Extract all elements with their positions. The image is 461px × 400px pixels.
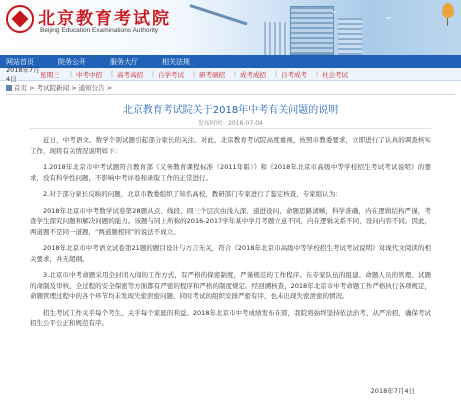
- current-date: 2018年7月4日: [6, 66, 40, 83]
- nav-item-service[interactable]: 服务大厅: [110, 57, 138, 66]
- subnav-item-gaokao[interactable]: 高考高招: [117, 70, 143, 79]
- building-icon: [264, 22, 288, 55]
- divider: |: [111, 70, 114, 78]
- nav-item-home[interactable]: 网站首页: [6, 57, 34, 66]
- header-banner: [0, 0, 461, 55]
- home-icon: [6, 85, 12, 91]
- article-paragraph: 招生考试工作关乎每个考生、关乎每个家庭的利益。2018年北京市中考成绩发布在即，我院将始终坚持依法治考、从严治招，确保考试招生公平公正和规范有序。: [30, 308, 431, 327]
- subnav-item-self-study[interactable]: 自学考试: [158, 70, 184, 79]
- main-nav: [0, 55, 461, 68]
- divider: |: [316, 70, 319, 78]
- divider: |: [234, 70, 237, 78]
- balloon-icon: [442, 3, 454, 18]
- publish-label: 发布时间：: [198, 120, 229, 127]
- article-paragraph: 1.2018年北京市中考试题符合教育部《义务教育课程标准（2011年版）》和《2018年北京市高级中等学校招生考试考试说明》的要求，没有科学性问题，不影响中考评卷和录取工作的正常进行。: [30, 163, 431, 182]
- divider: |: [152, 70, 155, 78]
- divider: |: [275, 70, 278, 78]
- site-logo-title[interactable]: 北京教育考试院: [38, 9, 171, 29]
- current-weekday: 星期三: [40, 70, 60, 79]
- breadcrumb-text[interactable]: 首页 > 考试院新闻 > 通知公告 >: [14, 84, 113, 92]
- article-body: [30, 135, 431, 335]
- divider: |: [70, 70, 73, 78]
- nav-item-regulations[interactable]: 相关法规: [162, 57, 190, 66]
- divider: |: [193, 70, 196, 78]
- divider: [6, 94, 455, 95]
- subnav-item-social[interactable]: 社会考试: [322, 70, 348, 79]
- nav-item-affairs[interactable]: 院务公开: [58, 57, 86, 66]
- building-icon: [338, 18, 362, 55]
- subnav-item-zikao-chengkao[interactable]: 自考成考: [281, 70, 307, 79]
- pen-illustration-icon: [190, 4, 248, 25]
- publish-date: 2018-07-04: [228, 120, 263, 127]
- article-paragraph: 近日，中考语文、数学个别试题引起部分家长的关注。对此，北京教育考试院高度重视，按照市教委要求，立即进行了认真的调查核实工作，现将有关情况说明如下：: [30, 136, 431, 155]
- bird-icon: ⌄: [330, 6, 338, 16]
- divider: [30, 128, 431, 129]
- building-icon: [290, 6, 334, 55]
- article-paragraph: 2018年北京市中考数学试卷第28题从点、线段、圆三个层次由浅入深、递进设问，命题思路清晰，科学准确，内在逻辑结构严谨，考查学生探究问题和解决问题的能力。该题与同上所称的2016-2017学年某中学月考题立意不同，内在逻辑关系不同，设问内容不同。因此，两道题不是同一道题，“两道题相同”的说法不成立。: [30, 206, 431, 236]
- article-paragraph: 2018年北京市中考语文试卷第21题的题目设计与方言无关，符合《2018年北京市高级中等学校招生考试考试说明》对现代文阅读的相关要求，并无超纲。: [30, 244, 431, 263]
- subnav-item-graduate[interactable]: 研考硕招: [199, 70, 225, 79]
- site-logo-subtitle: Beijing Education Examinations Authority: [40, 27, 159, 34]
- sub-nav: [0, 68, 461, 81]
- publish-info: [0, 118, 461, 127]
- article-signoff-date: 2018年7月4日: [370, 387, 415, 395]
- header-skyline-illustration: [180, 0, 461, 55]
- logo-emblem-icon: [6, 5, 34, 33]
- breadcrumb: [6, 83, 112, 92]
- subnav-item-zhongkao[interactable]: 中考中招: [76, 70, 102, 79]
- bird-icon: ⌄: [385, 12, 393, 22]
- article-title: 北京教育考试院关于2018年中考有关问题的说明: [122, 105, 339, 116]
- article-paragraph: 3.北京市中考命题采用全封闭入闱的工作方式，有严格的保密制度，严谨规范的工作程序。在专家队伍的组建、命题人员的管理、试题的命制及审核、全过程的安全保密等方面都有严密的程序和严格的制度规定。经回溯核查，2018年北京市中考命题工作严格执行各项规定，命题管理过程中的各个环节均未发现失密泄密问题，同时考试的组织安排严密有序，也未出现失密泄密的情况。: [30, 271, 431, 300]
- article-paragraph: 2.对于部分家长反映的问题，北京市教委组织了知名高校、教研部门专家进行了鉴定核查，专家组认为：: [43, 190, 342, 198]
- subnav-item-adult[interactable]: 成考成招: [240, 70, 266, 79]
